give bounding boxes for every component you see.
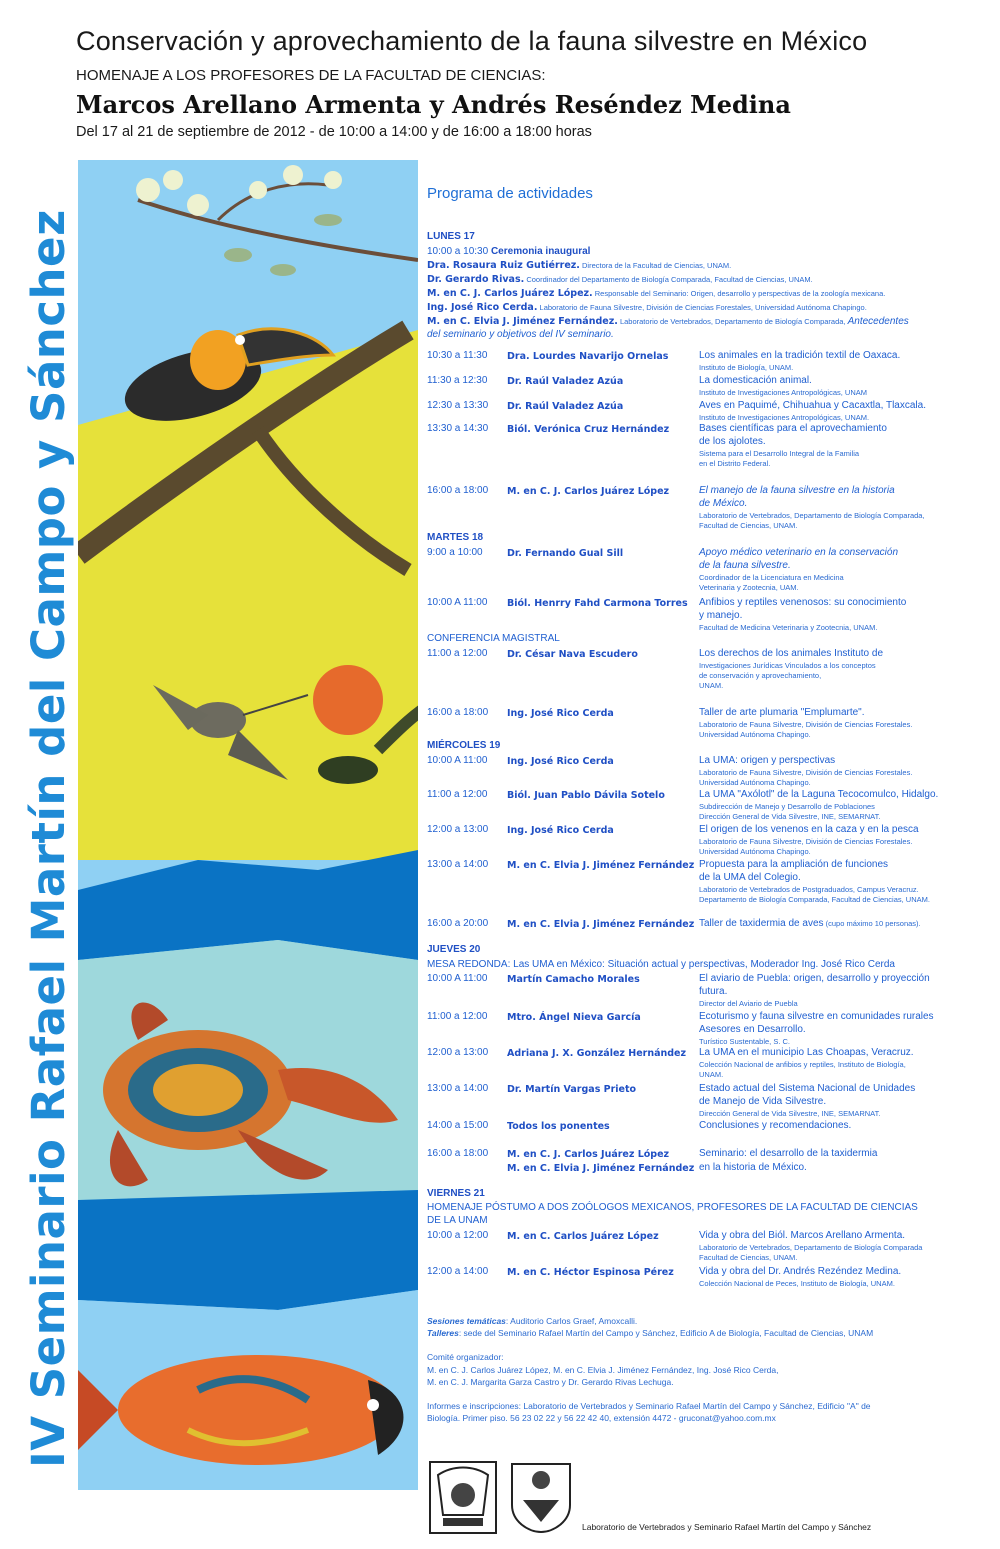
- session-affiliation: Laboratorio de Vertebrados, Departamento de Biología Comparada: [699, 1243, 923, 1252]
- session-speaker: M. en C. Elvia J. Jiménez Fernández: [507, 1163, 695, 1174]
- opening-line-text: Dra. Rosaura Ruiz Gutiérrez.: [427, 260, 580, 271]
- session-topic: El origen de los venenos en la caza y en la pesca: [699, 824, 919, 835]
- session-speaker: Biól. Henrry Fahd Carmona Torres: [507, 598, 688, 609]
- session-speaker: M. en C. Elvia J. Jiménez Fernández: [507, 919, 695, 930]
- session-time: 11:00 a 12:00: [427, 648, 488, 659]
- session-topic-cont: de los ajolotes.: [699, 436, 766, 447]
- session-affiliation: Universidad Autónoma Chapingo.: [699, 730, 811, 739]
- opening-line-text: Ing. José Rico Cerda.: [427, 302, 538, 313]
- opening-line-text: M. en C. Elvia J. Jiménez Fernández.: [427, 316, 618, 327]
- session-note: (cupo máximo 10 personas).: [823, 919, 921, 928]
- session-affiliation: Investigaciones Jurídicas Vinculados a los conceptos: [699, 661, 876, 670]
- session-time: 16:00 a 18:00: [427, 707, 489, 718]
- ceremony-label: Ceremonia inaugural: [490, 246, 591, 257]
- session-affiliation: Universidad Autónoma Chapingo.: [699, 778, 811, 787]
- session-topic: Los derechos de los animales Instituto de: [699, 648, 883, 659]
- conferencia-heading: CONFERENCIA MAGISTRAL: [427, 633, 560, 644]
- session-affiliation: de conservación y aprovechamiento,: [699, 671, 822, 680]
- day-heading-martes: MARTES 18: [427, 532, 484, 543]
- session-speaker: Dr. Martín Vargas Prieto: [507, 1084, 637, 1095]
- session-affiliation: Facultad de Ciencias, UNAM.: [699, 1253, 798, 1262]
- session-speaker: Dra. Lourdes Navarijo Ornelas: [507, 351, 669, 362]
- session-time: 12:00 a 13:00: [427, 824, 489, 835]
- session-topic: Vida y obra del Biól. Marcos Arellano Armenta.: [699, 1230, 906, 1241]
- footer-sesiones: [427, 1316, 637, 1326]
- session-affiliation: Turístico Sustentable, S. C.: [699, 1037, 791, 1046]
- session-time: 10:00 a 12:00: [427, 1230, 489, 1241]
- affiliation: Laboratorio de Fauna Silvestre, División de Ciencias Forestales, Universidad Autónoma Chapingo.: [537, 303, 867, 312]
- session-time: 10:00 A 11:00: [427, 973, 488, 984]
- session-affiliation: Subdirección de Manejo y Desarrollo de Poblaciones: [699, 802, 875, 811]
- session-affiliation: Laboratorio de Fauna Silvestre, División de Ciencias Forestales.: [699, 768, 913, 777]
- affiliation: Coordinador del Departamento de Biología Comparada, Facultad de Ciencias, UNAM.: [524, 275, 813, 284]
- session-speaker: M. en C. Carlos Juárez López: [507, 1231, 659, 1242]
- session-topic: Anfibios y reptiles venenosos: su conocimiento: [699, 597, 907, 608]
- footer-bottom-credit: Laboratorio de Vertebrados y Seminario Rafael Martín del Campo y Sánchez: [582, 1522, 872, 1532]
- session-affiliation: Instituto de Investigaciones Antropológicas, UNAM.: [699, 413, 870, 422]
- session-affiliation: Dirección General de Vida Silvestre, INE, SEMARNAT.: [699, 1109, 881, 1118]
- session-speaker: Ing. José Rico Cerda: [507, 756, 614, 767]
- session-time: 11:30 a 12:30: [427, 375, 488, 386]
- session-affiliation: Universidad Autónoma Chapingo.: [699, 847, 811, 856]
- session-affiliation: Veterinaria y Zootecnia, UAM.: [699, 583, 799, 592]
- session-speaker: M. en C. J. Carlos Juárez López: [507, 1149, 670, 1160]
- session-time: 16:00 a 18:00: [427, 485, 489, 496]
- session-affiliation: Facultad de Ciencias, UNAM.: [699, 521, 798, 530]
- footer-comite2: M. en C. J. Margarita Garza Castro y Dr. Gerardo Rivas Lechuga.: [427, 1377, 674, 1387]
- session-topic: Vida y obra del Dr. Andrés Rezéndez Medina.: [699, 1266, 902, 1277]
- session-time: 16:00 a 18:00: [427, 1148, 489, 1159]
- footer-sesiones-label: Sesiones temáticas: [427, 1316, 506, 1326]
- session-topic: La UMA en el municipio Las Choapas, Veracruz.: [699, 1047, 914, 1058]
- opening-line-text: Dr. Gerardo Rivas.: [427, 274, 525, 285]
- session-topic: Bases científicas para el aprovechamiento: [699, 423, 887, 434]
- footer-sesiones: : Auditorio Carlos Graef, Amoxcalli.: [505, 1316, 638, 1326]
- session-affiliation: Facultad de Medicina Veterinaria y Zootecnia, UNAM.: [699, 623, 878, 632]
- session-affiliation: Instituto de Biología, UNAM.: [699, 363, 794, 372]
- honorees-line: Marcos Arellano Armenta y Andrés Reséndez Medina: [76, 90, 791, 119]
- footer-comite-label: [427, 1352, 504, 1362]
- session-affiliation: Laboratorio de Vertebrados de Postgraduados, Campus Veracruz.: [699, 885, 919, 894]
- session-speaker: Ing. José Rico Cerda: [507, 825, 614, 836]
- session-speaker: Dr. Raúl Valadez Azúa: [507, 376, 624, 387]
- session-time: 16:00 a 20:00: [427, 918, 489, 929]
- session-speaker: Dr. Raúl Valadez Azúa: [507, 401, 624, 412]
- affiliation: Responsable del Seminario: Origen, desarrollo y perspectivas de la zoología mexicana.: [592, 289, 886, 298]
- opening-line: [427, 324, 614, 342]
- session-topic: Seminario: el desarrollo de la taxidermia: [699, 1148, 878, 1159]
- vertical-seminar-title: IV Seminario Rafael Martín del Campo y Sánchez: [22, 209, 75, 1468]
- session-speaker: Dr. Fernando Gual Sill: [507, 548, 624, 559]
- opening-line-text: del seminario y objetivos del IV seminario.: [427, 329, 614, 340]
- mesa-redonda: MESA REDONDA: Las UMA en México: Situación actual y perspectivas, Moderador Ing. José Rico Cerda: [427, 959, 895, 970]
- session-time: 11:00 a 12:00: [427, 1011, 488, 1022]
- session-affiliation: Laboratorio de Vertebrados, Departamento de Biología Comparada,: [699, 511, 925, 520]
- session-affiliation: Director del Aviario de Puebla: [699, 999, 798, 1008]
- session-affiliation: Colección Nacional de anfibios y reptiles, Instituto de Biología,: [699, 1060, 906, 1069]
- session-topic: Estado actual del Sistema Nacional de Unidades: [699, 1083, 916, 1094]
- day-heading-viernes: VIERNES 21: [427, 1188, 485, 1199]
- artwork-panel: [78, 160, 418, 1490]
- homenaje-line: HOMENAJE A LOS PROFESORES DE LA FACULTAD DE CIENCIAS:: [76, 67, 546, 84]
- session-time: 13:30 a 14:30: [427, 423, 489, 434]
- session-topic: Taller de taxidermia de aves (cupo máximo 10 personas).: [699, 918, 921, 929]
- session-speaker: Biól. Juan Pablo Dávila Sotelo: [507, 790, 665, 801]
- session-affiliation: UNAM.: [699, 1070, 724, 1079]
- session-topic-cont: Asesores en Desarrollo.: [699, 1024, 806, 1035]
- session-topic: La domesticación animal.: [699, 375, 812, 386]
- session-topic: Ecoturismo y fauna silvestre en comunidades rurales: [699, 1011, 934, 1022]
- session-speaker: Dr. César Nava Escudero: [507, 649, 638, 660]
- session-affiliation: Instituto de Investigaciones Antropológicas, UNAM: [699, 388, 868, 397]
- session-topic: La UMA: origen y perspectivas: [699, 755, 836, 766]
- session-topic-cont: de México.: [699, 498, 748, 509]
- session-topic: El aviario de Puebla: origen, desarrollo y proyección: [699, 973, 930, 984]
- footer-informes1: Informes e inscripciones: Laboratorio de Vertebrados y Seminario Rafael Martín del Campo y Sánchez, Edificio "A" de: [427, 1401, 871, 1411]
- session-topic: en la historia de México.: [699, 1162, 807, 1173]
- dates-line: Del 17 al 21 de septiembre de 2012 - de 10:00 a 14:00 y de 16:00 a 18:00 horas: [76, 124, 592, 140]
- session-topic-cont: y manejo.: [699, 610, 743, 621]
- session-time: 11:00 a 12:00: [427, 789, 488, 800]
- homenaje-postumo: HOMENAJE PÓSTUMO A DOS ZOÓLOGOS MEXICANOS, PROFESORES DE LA FACULTAD DE CIENCIAS: [427, 1202, 918, 1213]
- session-affiliation: Laboratorio de Fauna Silvestre, División de Ciencias Forestales.: [699, 837, 913, 846]
- footer-comite-line2: [427, 1377, 674, 1387]
- session-time: 9:00 a 10:00: [427, 547, 483, 558]
- opening-line-text: M. en C. J. Carlos Juárez López.: [427, 288, 593, 299]
- session-topic: Los animales en la tradición textil de Oaxaca.: [699, 350, 901, 361]
- session-affiliation: Colección Nacional de Peces, Instituto de Biología, UNAM.: [699, 1279, 895, 1288]
- session-speaker: Biól. Verónica Cruz Hernández: [507, 424, 670, 435]
- session-topic: Aves en Paquimé, Chihuahua y Cacaxtla, Tlaxcala.: [699, 400, 926, 411]
- session-time: 13:00 a 14:00: [427, 1083, 489, 1094]
- session-affiliation: Coordinador de la Licenciatura en Medicina: [699, 573, 844, 582]
- session-speaker: Ing. José Rico Cerda: [507, 708, 614, 719]
- session-topic-cont: de la UMA del Colegio.: [699, 872, 801, 883]
- session-speaker: Martín Camacho Morales: [507, 974, 640, 985]
- footer-informes-line1: [427, 1401, 871, 1411]
- session-topic: La UMA "Axólotl" de la Laguna Tecocomulco, Hidalgo.: [699, 789, 939, 800]
- session-time: 13:00 a 14:00: [427, 859, 489, 870]
- session-topic: El manejo de la fauna silvestre en la historia: [699, 485, 895, 496]
- session-affiliation: UNAM.: [699, 681, 724, 690]
- program-title: Programa de actividades: [427, 185, 593, 202]
- session-affiliation: Sistema para el Desarrollo Integral de la Familia: [699, 449, 860, 458]
- footer-talleres: : sede del Seminario Rafael Martín del Campo y Sánchez, Edificio A de Biología, Facultad de Ciencias, UNAM: [458, 1328, 874, 1338]
- session-speaker: M. en C. Elvia J. Jiménez Fernández: [507, 860, 695, 871]
- italic-tail: Antecedentes: [847, 316, 909, 327]
- session-time: 12:00 a 14:00: [427, 1266, 489, 1277]
- facultad-ciencias-emblem-icon: [508, 1460, 574, 1540]
- session-topic-cont: futura.: [699, 986, 728, 997]
- session-time: 10:30 a 11:30: [427, 350, 488, 361]
- session-speaker: Adriana J. X. González Hernández: [507, 1048, 687, 1059]
- opening-line-text: 10:00 a 10:30: [427, 246, 491, 257]
- opening-line-text: LUNES 17: [427, 231, 475, 242]
- footer-comite: Comité organizador:: [427, 1352, 504, 1362]
- artwork-illustration: [78, 160, 418, 1490]
- session-affiliation: Laboratorio de Fauna Silvestre, División de Ciencias Forestales.: [699, 720, 913, 729]
- footer-talleres: [427, 1328, 873, 1338]
- footer-informes-line2: [427, 1413, 776, 1423]
- day-heading-miercoles: MIÉRCOLES 19: [427, 740, 501, 751]
- session-speaker: Mtro. Ángel Nieva García: [507, 1012, 641, 1023]
- session-affiliation: en el Distrito Federal.: [699, 459, 771, 468]
- session-time: 10:00 A 11:00: [427, 755, 488, 766]
- footer-comite-line1: [427, 1365, 778, 1375]
- session-affiliation: Dirección General de Vida Silvestre, INE, SEMARNAT.: [699, 812, 881, 821]
- session-topic: Conclusiones y recomendaciones.: [699, 1120, 852, 1131]
- session-speaker: M. en C. J. Carlos Juárez López: [507, 486, 670, 497]
- session-affiliation: Departamento de Biología Comparada, Facultad de Ciencias, UNAM.: [699, 895, 930, 904]
- session-time: 12:00 a 13:00: [427, 1047, 489, 1058]
- session-speaker: Todos los ponentes: [507, 1121, 610, 1132]
- affiliation: Directora de la Facultad de Ciencias, UNAM.: [579, 261, 732, 270]
- session-topic: Propuesta para la ampliación de funciones: [699, 859, 889, 870]
- affiliation: Laboratorio de Vertebrados, Departamento de Biología Comparada,: [617, 317, 848, 326]
- poster-title: Conservación y aprovechamiento de la fauna silvestre en México: [76, 26, 868, 56]
- homenaje-postumo-cont: DE LA UNAM: [427, 1215, 488, 1226]
- unam-emblem-icon: [428, 1460, 498, 1540]
- day-heading-jueves: JUEVES 20: [427, 944, 481, 955]
- session-time: 14:00 a 15:00: [427, 1120, 489, 1131]
- session-topic: Taller de arte plumaria "Emplumarte".: [699, 707, 865, 718]
- session-time: 12:30 a 13:30: [427, 400, 489, 411]
- footer-talleres-label: Talleres: [427, 1328, 459, 1338]
- session-topic-cont: de la fauna silvestre.: [699, 560, 791, 571]
- session-topic: Apoyo médico veterinario en la conservación: [699, 547, 898, 558]
- session-topic-cont: de Manejo de Vida Silvestre.: [699, 1096, 827, 1107]
- footer-informes2: Biología. Primer piso. 56 23 02 22 y 56 22 42 40, extensión 4472 - gruconat@yahoo.com.mx: [427, 1413, 776, 1423]
- session-time: 10:00 A 11:00: [427, 597, 488, 608]
- session-speaker: M. en C. Héctor Espinosa Pérez: [507, 1267, 674, 1278]
- footer-comite1: M. en C. J. Carlos Juárez López, M. en C. Elvia J. Jiménez Fernández, Ing. José Rico Cerda,: [427, 1365, 779, 1375]
